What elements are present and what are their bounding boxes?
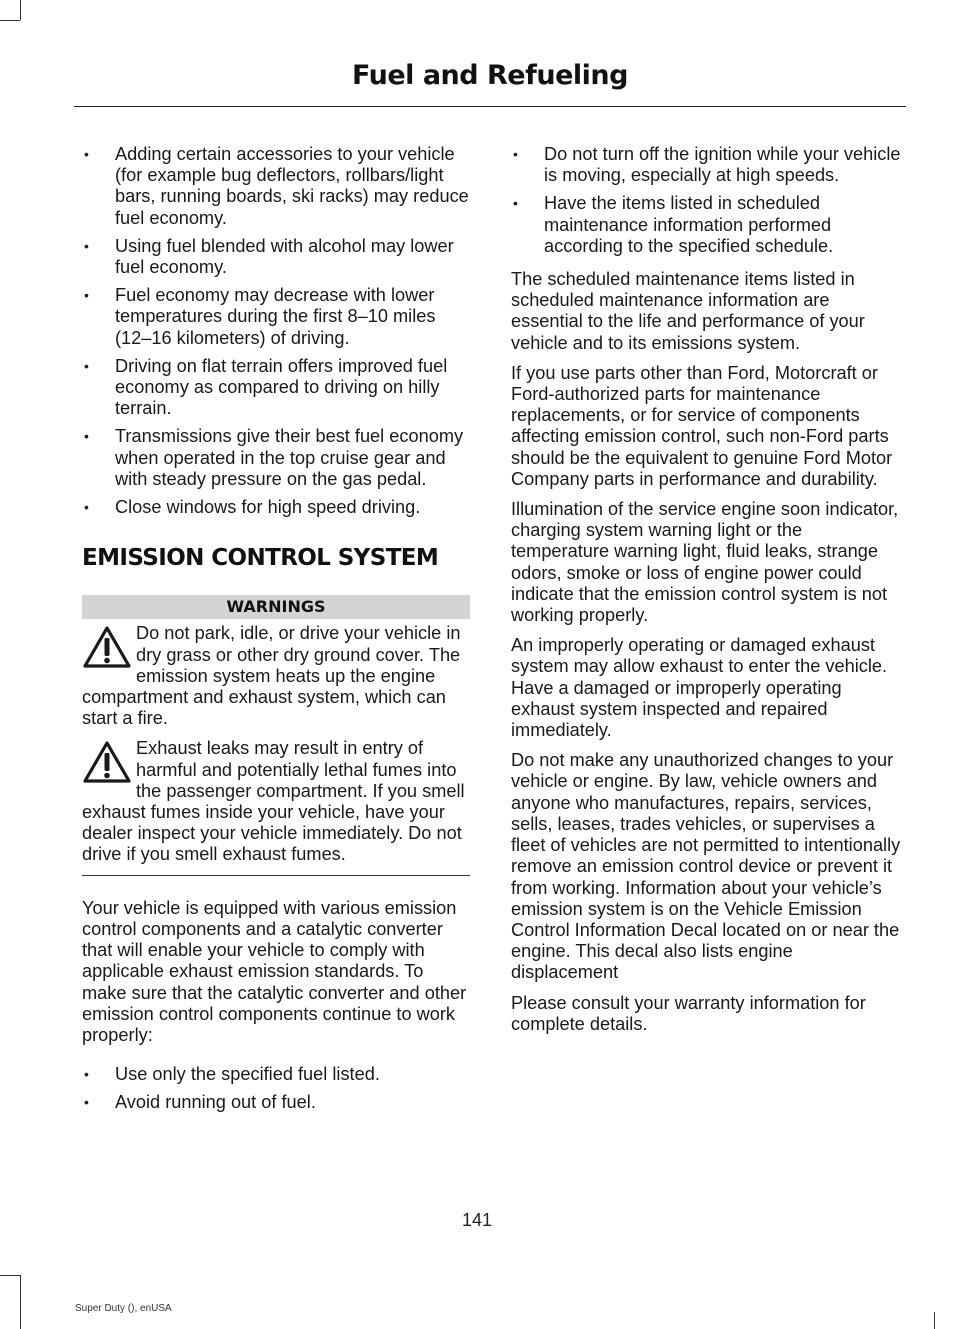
list-item	[82, 236, 470, 278]
warning-text: Exhaust leaks may result in entry of harmful and potentially lethal fumes into the passenger compartment. If you smell exhaust fumes inside your vehicle, have your dealer inspect your vehicle immediately. Do not drive if you smell exhaust fumes.	[82, 738, 465, 865]
paragraph: Do not make any unauthorized changes to your vehicle or engine. By law, vehicle owners and anyone who manufactures, repairs, services, sells, leases, trades vehicles, or supervises a fleet of vehicles are not permitted to intentionally remove an emission control device or prevent it from working. Information about your vehicle’s emission system is on the Vehicle Emission Control Information Decal located on or near the engine. This decal also lists engine displacement	[511, 750, 901, 983]
bullet-icon: •	[84, 1066, 89, 1083]
list-item	[82, 1064, 470, 1085]
list-item-text: Close windows for high speed driving.	[115, 497, 421, 518]
bullet-list-emission	[82, 1064, 470, 1113]
crop-mark	[20, 1275, 21, 1329]
paragraph: An improperly operating or damaged exhaust system may allow exhaust to enter the vehicle. Have a damaged or improperly operating exhaust system inspected and repaired immediately.	[511, 635, 888, 741]
crop-mark	[20, 0, 21, 20]
bullet-list-fuel-economy	[82, 144, 470, 518]
bullet-icon: •	[84, 357, 89, 374]
warnings-heading: WARNINGS	[82, 595, 470, 619]
page-number: 141	[461, 1210, 493, 1230]
list-item-text: Fuel economy may decrease with lower temperatures during the first 8–10 miles (12–16 kilometers) of driving.	[115, 285, 436, 348]
page-title: Fuel and Refueling	[352, 60, 628, 91]
list-item-text: Adding certain accessories to your vehicle (for example bug deflectors, rollbars/light bars, running boards, ski racks) may reduce fuel economy.	[115, 144, 469, 228]
divider	[82, 875, 470, 876]
list-item	[82, 426, 470, 490]
bullet-icon: •	[84, 1094, 89, 1111]
paragraph: The scheduled maintenance items listed in scheduled maintenance information are essential to the life and performance of your vehicle and to its emissions system.	[511, 269, 865, 353]
list-item-text: Transmissions give their best fuel economy when operated in the top cruise gear and with steady pressure on the gas pedal.	[115, 426, 464, 489]
bullet-list-maintenance	[511, 144, 901, 257]
list-item	[511, 193, 901, 257]
list-item	[82, 1092, 470, 1113]
list-item	[82, 285, 470, 349]
section-heading: EMISSION CONTROL SYSTEM	[82, 545, 439, 572]
bullet-icon: •	[84, 146, 89, 162]
list-item-text: Have the items listed in scheduled maintenance information performed according to the specified schedule.	[544, 193, 834, 256]
page-header	[74, 60, 906, 107]
list-item	[82, 356, 470, 420]
warning-text: Do not park, idle, or drive your vehicle in dry grass or other dry ground cover. The emission system heats up the engine compartment and exhaust system, which can start a fire.	[82, 623, 461, 729]
left-column	[82, 144, 470, 1121]
list-item	[82, 144, 470, 229]
crop-mark	[934, 1312, 935, 1329]
list-item-text: Driving on flat terrain offers improved fuel economy as compared to driving on hilly terrain.	[115, 355, 448, 419]
bullet-icon: •	[513, 146, 518, 162]
warning-triangle-icon	[82, 740, 132, 784]
bullet-icon: •	[84, 237, 89, 254]
list-item-text: Do not turn off the ignition while your vehicle is moving, especially at high speeds.	[544, 144, 901, 186]
footer-doc-id: Super Duty (), enUSA	[75, 1303, 172, 1314]
warning-triangle-icon	[82, 625, 132, 669]
bullet-icon: •	[84, 499, 89, 516]
bullet-icon: •	[84, 428, 89, 445]
paragraph: Illumination of the service engine soon indicator, charging system warning light or the temperature warning light, fluid leaks, strange odors, smoke or loss of engine power could indicate that the emission control system is not working properly.	[511, 499, 899, 626]
bullet-icon: •	[513, 195, 518, 212]
bullet-icon: •	[84, 287, 89, 304]
paragraph: If you use parts other than Ford, Motorcraft or Ford-authorized parts for maintenance replacements, or for service of components affecting emission control, such non-Ford parts should be the equivalent to genuine Ford Motor Company parts in performance and durability.	[511, 362, 893, 489]
warning-item	[82, 623, 470, 729]
warning-item	[82, 738, 470, 865]
list-item	[82, 497, 470, 518]
list-item-text: Use only the specified fuel listed.	[115, 1064, 380, 1085]
paragraph: Please consult your warranty information for complete details.	[511, 992, 866, 1034]
crop-mark	[0, 1275, 20, 1276]
list-item	[511, 144, 901, 186]
right-column	[511, 144, 901, 1044]
list-item-text: Avoid running out of fuel.	[115, 1092, 316, 1113]
intro-paragraph: Your vehicle is equipped with various emission control components and a catalytic converter that will enable your vehicle to comply with applicable exhaust emission standards. To make sure that the catalytic converter and other emission control components continue to work properly:	[82, 897, 467, 1045]
crop-mark	[0, 20, 20, 21]
list-item-text: Using fuel blended with alcohol may lower fuel economy.	[115, 235, 454, 278]
